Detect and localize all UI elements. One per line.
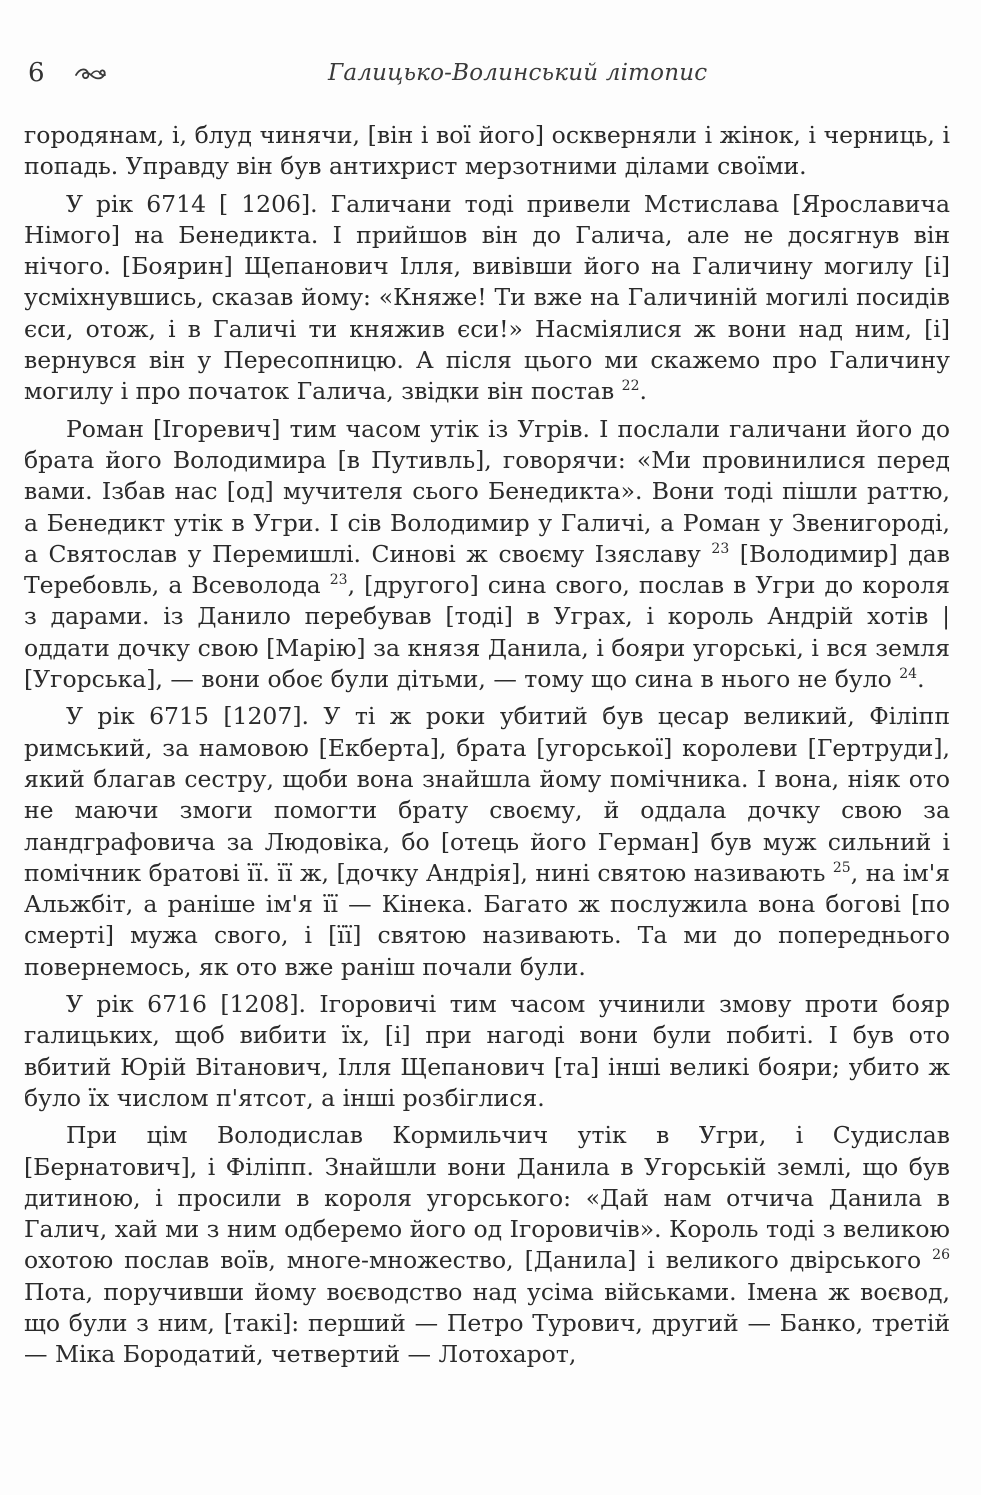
swirl-ornament-icon xyxy=(74,66,108,84)
body-text xyxy=(24,120,950,1377)
paragraph-text: У рік 6715 [1207]. У ті ж роки убитий був цесар великий, Філіпп римський, за намовою [Екберта], брата [угорської] королеви [Гертруди], який благав сестру, щоби вона знайшла йому помічника. І вона, ніяк ото не маючи змоги помогти брату своєму, й оддала дочку свою за ландграфовича за Людовіка, бо [отець його Герман] був муж сильний і помічник братові її. її ж, [дочку Андрія], нині святою називають xyxy=(24,702,950,887)
paragraph xyxy=(24,701,950,983)
page-number: 6 xyxy=(28,58,45,88)
paragraph xyxy=(24,414,950,696)
paragraph xyxy=(24,1120,950,1370)
paragraph xyxy=(24,189,950,408)
footnote-marker: 25 xyxy=(832,860,851,876)
paragraph-text: . xyxy=(639,377,647,406)
paragraph xyxy=(24,120,950,183)
paragraph-text: [Володимир] дав Теребовль, а Всеволода xyxy=(24,539,950,600)
page-header xyxy=(28,52,941,100)
paragraph-text: , на ім'я Альжбіт, а раніше ім'я її — Кінека. Багато ж послужила вона богові [по смерті] мужа свого, і [її] святою називають. Та ми до попереднього повернемось, як ото вже раніш почали були. xyxy=(24,858,950,981)
paragraph xyxy=(24,989,950,1114)
paragraph-text: При цім Володислав Кормильчич утік в Угри, і Судислав [Бернатович], і Філіпп. Знайшли вони Данила в Угорській землі, що був дитиною, і просили в короля угорського: «Дай нам отчича Данила в Галич, хай ми з ним одберемо його од Ігоровичів». Король тоді з великою охотою послав воїв, многе-множество, [Данила] і великого двірського xyxy=(24,1121,950,1275)
footnote-marker: 24 xyxy=(899,666,918,683)
paragraph-text: . xyxy=(917,665,925,694)
paragraph-text: , [другого] сина свого, послав в Угри до короля з дарами. із Данило перебував [тоді] в Уграх, і король Андрій хотів | оддати дочку свою [Марію] за князя Данила, і бояри угорські, і вся земля [Угорська], — вони обоє були дітьми, — тому що сина в нього не було xyxy=(24,571,950,694)
footnote-marker: 23 xyxy=(711,541,730,558)
paragraph-text: городянам, і, блуд чинячи, [він і вої його] оскверняли і жінок, і черниць, і попадь. Управду він був антихрист мерзотними ділами своїми. xyxy=(24,121,950,181)
paragraph-text: Роман [Ігоревич] тим часом утік із Угрів. І послали галичани його до брата його Володимира [в Путивль], говорячи: «Ми провинилися перед вами. Ізбав нас [од] мучителя сього Бенедикта». Вони тоді пішли раттю, а Бенедикт утік в Угри. І сів Володимир у Галичі, а Роман у Звенигороді, а Святослав у Перемишлі. Синові ж своєму Ізяславу xyxy=(24,414,950,568)
paragraph-text: Пота, поручивши йому воєводство над усіма військами. Імена ж воєвод, що були з ним, [такі]: перший — Петро Турович, другий — Банко, третій — Міка Бородатий, четвертий — Лотохарот, xyxy=(24,1277,950,1369)
footnote-marker: 23 xyxy=(329,572,348,589)
footnote-marker: 22 xyxy=(621,378,640,395)
running-title: Галицько-Волинський літопис xyxy=(328,60,708,86)
paragraph-text: У рік 6714 [ 1206]. Галичани тоді привели Мстислава [Ярославича Німого] на Бенедикта. І прийшов він до Галича, але не досягнув він нічого. [Боярин] Щепанович Ілля, вивівши його на Галичину могилу [і] усміхнувшись, сказав йому: «Княже! Ти вже на Галичиній могилі посидів єси, отож, і в Галичі ти княжив єси!» Насміялися ж вони над ним, [і] вернувся він у Пересопницю. А після цього ми скажемо про Галичину могилу і про початок Галича, звідки він постав xyxy=(24,189,950,406)
footnote-marker: 26 xyxy=(932,1247,950,1264)
paragraph-text: У рік 6716 [1208]. Ігоровичі тим часом учинили змову проти бояр галицьких, щоб вибити їх, [і] при нагоді вони були побиті. І був ото вбитий Юрій Вітанович, Ілля Щепанович [та] інші великі бояри; убито ж було їх числом п'ятсот, а інші розбіглися. xyxy=(24,990,950,1112)
